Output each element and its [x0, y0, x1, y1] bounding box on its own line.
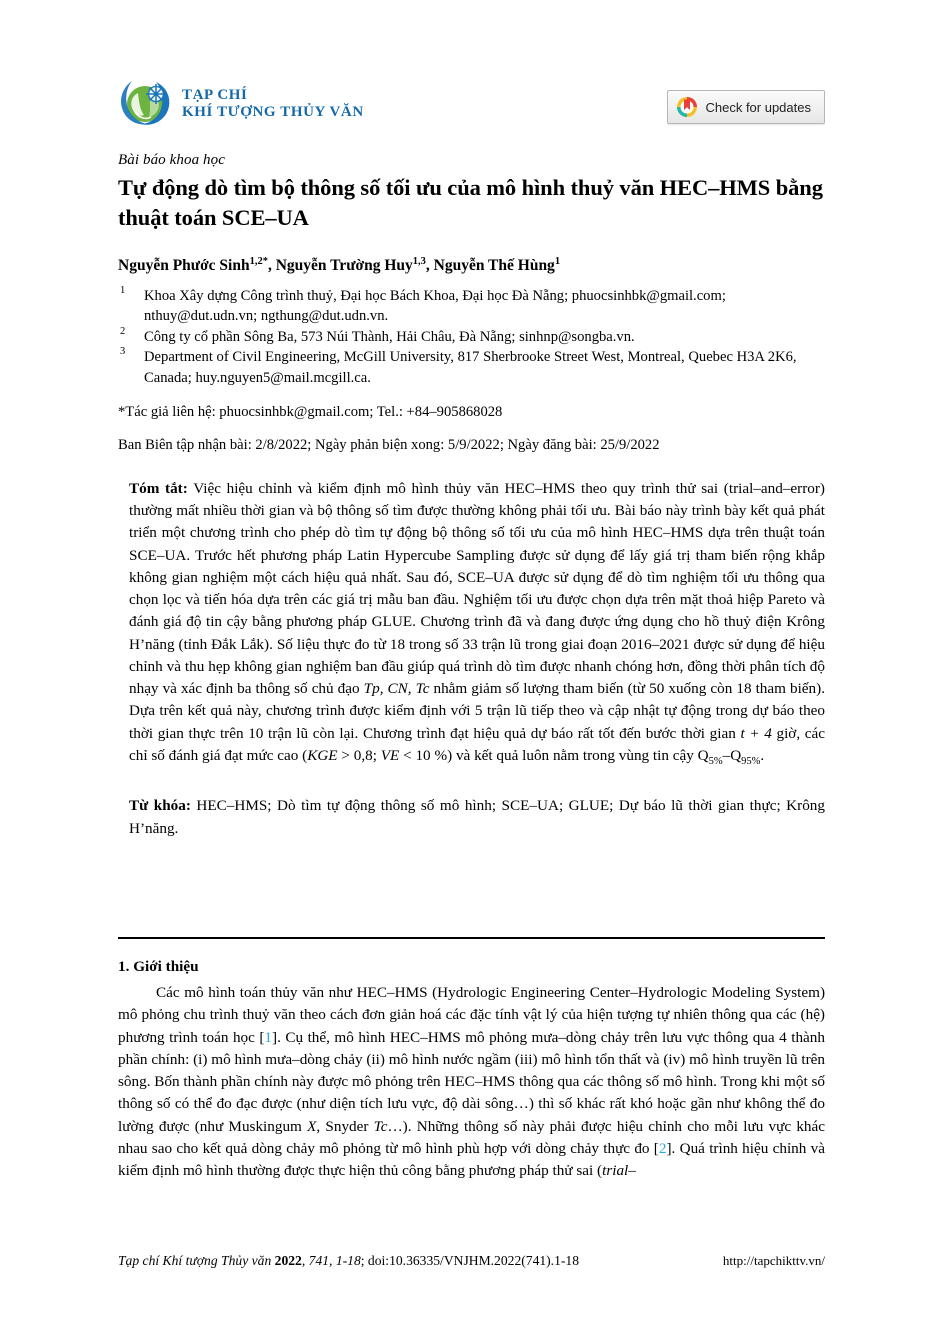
- check-for-updates-button[interactable]: [667, 90, 825, 124]
- affiliation-text: Department of Civil Engineering, McGill University, 817 Sherbrooke Street West, Montreal, Quebec H3A 2K6, Canada; huy.nguyen5@mail.mcgill.ca.: [144, 349, 797, 386]
- footer-citation: [118, 1253, 579, 1269]
- journal-logo: [118, 74, 364, 132]
- affiliation-item: [118, 347, 825, 388]
- abstract-sub-2: 95%: [741, 755, 761, 767]
- abstract-math-1: Tp, CN, Tc: [363, 680, 430, 698]
- abstract-text-7: .: [760, 746, 765, 764]
- abstract-sub-1: 5%: [708, 755, 723, 767]
- citation-link-2[interactable]: 2: [658, 1139, 667, 1157]
- section-heading: 1. Giới thiệu: [118, 958, 199, 975]
- globe-swoosh-logo-icon: [118, 74, 176, 132]
- body-italic-1: trial–: [602, 1162, 636, 1180]
- abstract-paragraph: [129, 478, 825, 770]
- section-introduction: [118, 958, 825, 1182]
- body-math-2: Tc: [373, 1117, 388, 1135]
- abstract-block: [129, 478, 825, 840]
- affiliation-item: [118, 327, 825, 347]
- affiliation-text: Công ty cổ phần Sông Ba, 573 Núi Thành, Hải Châu, Đà Nẵng; sinhnp@songba.vn.: [144, 328, 635, 345]
- footer-year: 2022: [274, 1253, 302, 1268]
- abstract-text-5: < 10 %) và kết quả luôn nằm trong vùng tin cậy Q: [399, 746, 709, 764]
- abstract-text-1: Việc hiệu chỉnh và kiểm định mô hình thủy văn HEC–HMS theo quy trình thử sai (trial–and–error) thường mất nhiều thời gian và bộ thông số tìm được thường không phải tối ưu. Bài báo này trình bày kết quả phát triển một chương trình cho phép dò tìm tự động bộ thông số tối ưu của mô hình HEC–HMS dựa trên thuật toán SCE–UA. Trước hết phương pháp Latin Hypercube Sampling được sử dụng để lấy giá trị tham biến rộng khắp không gian nghiệm một cách hiệu quả nhất. Sau đó, SCE–UA được sử dụng để dò tìm nghiệm tối ưu thông qua chọn lọc và tiến hóa dựa trên các giá trị mẫu ban đầu. Nghiệm tối ưu được chọn dựa trên mặt thoả hiệp Pareto và đánh giá độ tin cậy bằng phương pháp GLUE. Chương trình đã và đang được ứng dụng cho hồ thuỷ điện Krông H’năng (tỉnh Đắk Lắk). Số liệu thực đo từ 18 trong số 33 trận lũ trong giai đoạn 2016–2021 được sử dụng để hiệu chỉnh và thu hẹp không gian nghiệm ban đầu giúp quá trình dò tìm được nhanh chóng hơn, đồng thời phân tích độ nhạy và xác định ba thông số chủ đạo: [129, 479, 825, 698]
- author-list: Nguyễn Phước Sinh$^{1,2*}$, Nguyễn Trường Huy$^{1,3}$, Nguyễn Thế Hùng$^1$: [118, 255, 561, 274]
- citation-link-1[interactable]: 1: [264, 1028, 273, 1046]
- affiliation-marker: 3: [120, 346, 126, 358]
- article-title: Tự động dò tìm bộ thông số tối ưu của mô hình thuỷ văn HEC–HMS bằng thuật toán SCE–UA: [118, 175, 823, 230]
- journal-name-line-2: KHÍ TƯỢNG THỦY VĂN: [182, 104, 364, 120]
- check-for-updates-label: Check for updates: [705, 99, 811, 115]
- body-text-3: , Snyder: [316, 1117, 374, 1135]
- footer-issue: , 741, 1-18: [301, 1253, 361, 1268]
- affiliation-list: [118, 286, 825, 388]
- abstract-math-3: KGE: [307, 746, 338, 764]
- corresponding-author-line: *Tác giả liên hệ: phuocsinhbk@gmail.com; Tel.: +84–905868028: [118, 403, 503, 420]
- journal-logo-text: [182, 85, 364, 121]
- abstract-text-6: –Q: [722, 746, 742, 764]
- keywords-text: HEC–HMS; Dò tìm tự động thông số mô hình; SCE–UA; GLUE; Dự báo lũ thời gian thực; Krông H’năng.: [129, 797, 825, 837]
- page-header: [118, 74, 825, 144]
- footer-journal-name: Tạp chí Khí tượng Thủy văn: [118, 1253, 275, 1268]
- abstract-math-4: VE: [380, 746, 400, 764]
- affiliation-marker: 2: [120, 325, 126, 337]
- affiliation-item: [118, 286, 825, 327]
- abstract-text-2: nhằm giảm số lượng tham biến (từ 50 xuống còn 18 tham biến). Dựa trên kết quả này, chương trình được kiểm định với 5 trận lũ tiếp theo và cập nhật tự động trong dự báo theo thời gian thực trên 10 trận lũ còn lại. Chương trình đạt hiệu quả dự báo rất tốt đến bước thời gian: [129, 680, 825, 742]
- article-front-matter: [118, 152, 825, 840]
- keywords-label: Từ khóa:: [129, 797, 191, 815]
- body-text-1: Các mô hình toán thủy văn như HEC–HMS (Hydrologic Engineering Center–Hydrologic Modeling System) mô phỏng chu trình thuỷ văn theo cách đơn giản hoá các đặc tính vật lý của hiện tượng tự nhiên thông qua các (hệ) phương trình toán học [: [118, 984, 825, 1046]
- footer-url[interactable]: http://tapchikttv.vn/: [722, 1253, 825, 1268]
- abstract-text-3: giờ, các chỉ số đánh giá đạt mức cao (: [129, 724, 825, 764]
- section-divider-rule: [118, 937, 825, 939]
- body-math-1: X: [307, 1117, 317, 1135]
- journal-name-line-1: TẠP CHÍ: [182, 87, 248, 104]
- page-footer: [118, 1253, 825, 1269]
- abstract-text-4: > 0,8;: [337, 746, 381, 764]
- article-type-label: Bài báo khoa học: [118, 152, 225, 168]
- keywords-paragraph: [129, 795, 825, 840]
- crossmark-badge-icon: [676, 96, 698, 118]
- affiliation-marker: 1: [120, 285, 126, 297]
- body-text-2: ]. Cụ thể, mô hình HEC–HMS mô phỏng mưa–dòng chảy trên lưu vực thông qua 4 thành phần chính: (i) mô hình mưa–dòng chảy (ii) mô hình nước ngầm (iii) mô hình tổn thất và (iv) mô hình truyền lũ trên sông. Bốn thành phần chính này được mô phỏng trên HEC–HMS thông qua các thông số mô hình. Trong khi một số thông số có thể đo đạc được (như diện tích lưu vực, độ dài sông…) thì số khác rất khó hoặc gần như không thể đo lường được (như Muskingum: [118, 1028, 825, 1135]
- submission-dates-line: Ban Biên tập nhận bài: 2/8/2022; Ngày phản biện xong: 5/9/2022; Ngày đăng bài: 25/9/2022: [118, 437, 660, 454]
- section-paragraph: [118, 982, 825, 1182]
- body-text-5: ]. Quá trình hiệu chỉnh và kiểm định mô hình thường được thực hiện thủ công bằng phương pháp thử sai (: [118, 1139, 825, 1180]
- body-text-4: …). Những thông số này phải được hiệu chỉnh cho mỗi lưu vực khác nhau sao cho kết quả dòng chảy mô phỏng từ mô hình phù hợp với dòng chảy thực đo [: [118, 1117, 825, 1157]
- abstract-label: Tóm tắt:: [129, 479, 188, 497]
- affiliation-text: Khoa Xây dựng Công trình thuỷ, Đại học Bách Khoa, Đại học Đà Nẵng; phuocsinhbk@gmail.com; nthuy@dut.udn.vn; ngthung@dut.udn.vn.: [144, 288, 726, 325]
- footer-doi: ; doi:10.36335/VNJHM.2022(741).1-18: [360, 1253, 580, 1268]
- abstract-math-2: t + 4: [740, 724, 772, 742]
